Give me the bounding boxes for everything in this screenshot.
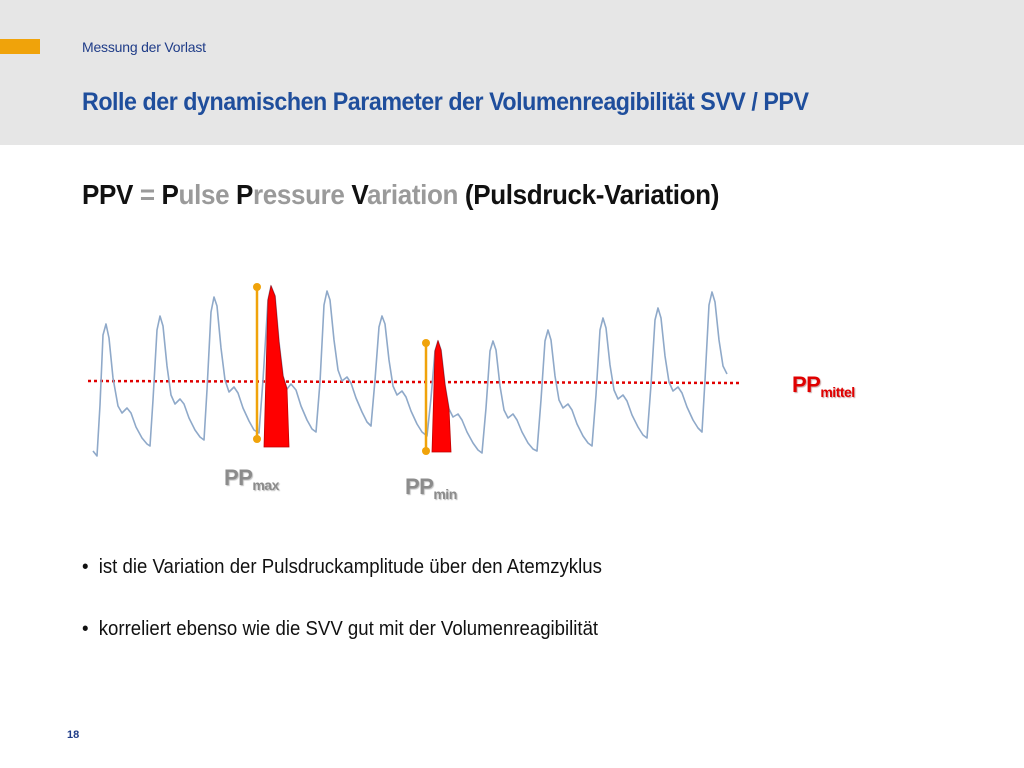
ppv-abbr: PPV bbox=[82, 179, 133, 210]
pp-max-highlight bbox=[264, 286, 289, 447]
bullet-dot: • bbox=[82, 618, 89, 640]
bullet-item bbox=[82, 556, 602, 618]
bullet-list bbox=[82, 556, 641, 680]
pp-mittel-main: PP bbox=[792, 372, 821, 397]
bullet-text: ist die Variation der Pulsdruckamplitude über den Atemzyklus bbox=[98, 556, 602, 578]
slide-title: Rolle der dynamischen Parameter der Volumenreagibilität SVV / PPV bbox=[82, 88, 809, 116]
pp-min-sub: min bbox=[433, 486, 457, 502]
pp-mittel-label bbox=[792, 372, 855, 400]
bullet-text: korreliert ebenso wie die SVV gut mit der Volumenreagibilität bbox=[98, 618, 599, 640]
pp-min-label bbox=[405, 474, 457, 502]
pp-mittel-sub: mittel bbox=[820, 384, 855, 400]
pp-max-sub: max bbox=[252, 477, 279, 493]
arterial-waveform bbox=[93, 286, 727, 456]
page-number: 18 bbox=[67, 729, 80, 741]
pp-mean-line bbox=[88, 381, 742, 383]
letter-p1: P bbox=[161, 179, 179, 210]
pp-max-marker-bottom bbox=[253, 435, 261, 443]
section-label: Messung der Vorlast bbox=[82, 39, 206, 55]
pp-min-marker-bottom bbox=[422, 447, 430, 455]
word-ulse: ulse bbox=[178, 179, 237, 210]
pp-min-highlight bbox=[432, 341, 451, 452]
pp-max-main: PP bbox=[224, 465, 253, 490]
word-ariation: ariation bbox=[366, 179, 459, 210]
pp-min-marker-top bbox=[422, 339, 430, 347]
pp-max-label bbox=[224, 465, 279, 493]
german-translation: (Pulsdruck-Variation) bbox=[458, 179, 720, 210]
word-ressure: ressure bbox=[253, 179, 352, 210]
bullet-dot: • bbox=[82, 556, 89, 578]
equals-sign: = bbox=[132, 179, 162, 210]
bullet-item bbox=[82, 618, 602, 680]
pp-max-marker-top bbox=[253, 283, 261, 291]
pp-min-main: PP bbox=[405, 474, 434, 499]
letter-v: V bbox=[351, 179, 367, 210]
letter-p2: P bbox=[236, 179, 254, 210]
